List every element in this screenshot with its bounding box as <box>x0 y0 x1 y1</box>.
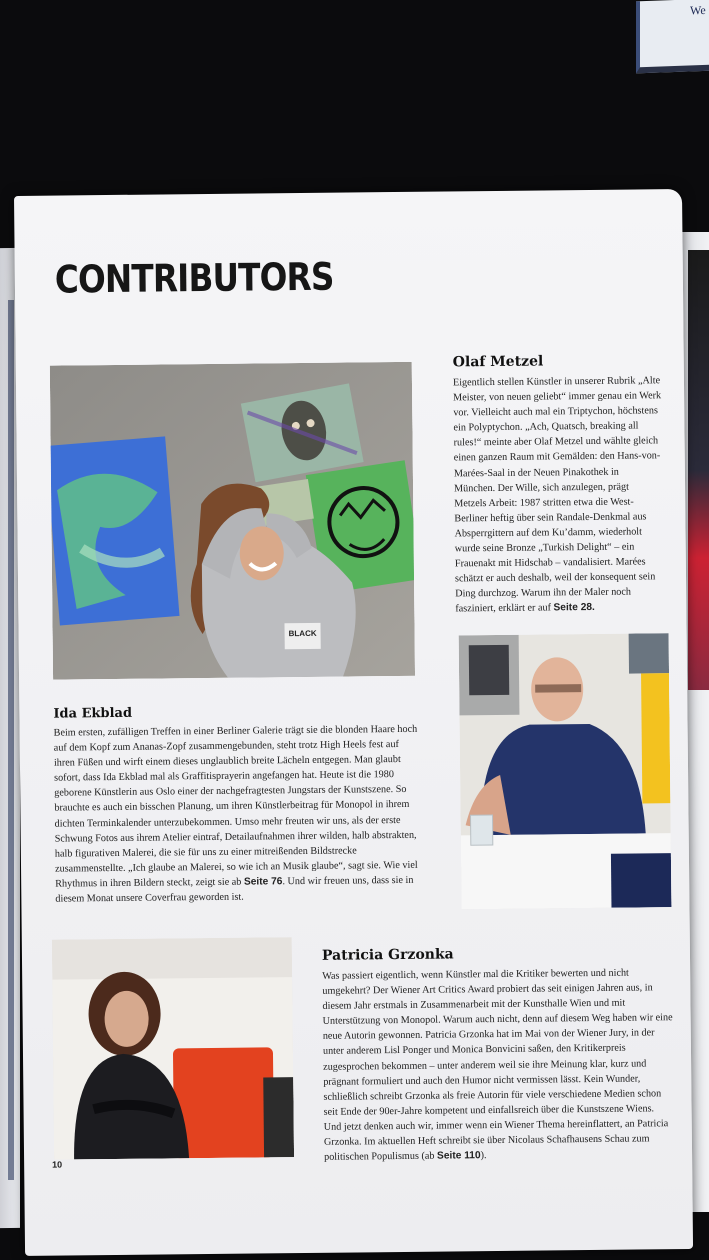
patricia-grzonka-photo-art <box>52 937 294 1160</box>
page-number: 10 <box>52 1159 63 1170</box>
contributor-name-ida-ekblad: Ida Ekblad <box>53 705 133 722</box>
page-reference-ida: Seite 76 <box>243 876 283 888</box>
ida-ekblad-photo <box>50 362 415 680</box>
bio-text: Was passiert eigentlich, wenn Künstler mal die Kritiker bewerten und nicht umgekehrt? Der Wiener Art Critics Award probiert das seit einigen Jahren aus, in diesem Jahr erstmals in Zusammenarbeit mit der Kunsthalle Wien und mit Unterstützung von Monopol. Warum auch nicht, denn auf diesem Weg haben wir eine neue Autorin gewonnen. Patricia Grzonka hat im Mai von der Wiener Jury, in der unter anderem Lisl Ponger und Monica Bonvicini saßen, den Kritikerpreis zugesprochen bekommen – unter anderem weil sie ihre Meinung klar, kurz und prägnant formuliert und auch den Humor nicht vermissen lässt. Kein Wunder, schließlich schreibt Grzonka als freie Autorin für viele verschiedene Medien schon seit Ende der 90er-Jahre kompetent und einfallsreich über die Kunstszene Wiens. Und jetzt denken auch wir, immer wenn ein Wiener Thema hereinflattert, an Patricia Grzonka. Im aktuellen Heft schreibt sie über Nicolaus Schafhausens Schau zum politischen Populismus (ab <box>322 967 673 1163</box>
contributor-name-olaf-metzel: Olaf Metzel <box>452 353 544 371</box>
bio-text-after: ). <box>480 1150 487 1162</box>
bio-text: Eigentlich stellen Künstler in unserer Rubrik „Alte Meister, von neuen geliebt“ immer genau ein Werk vor. Vielleicht auch mal ein Triptychon, höchstens ein Polyptychon. „Ach, Quatsch, breaking all rules!“ meinte aber Olaf Metzel und wählte gleich einen ganzen Raum mit Gemälden: den Hans-von-Marées-Saal in der Neuen Pinakothek in München. Der Wille, sich anzulegen, prägt Metzels Arbeit: 1987 stritten etwa die West-Berliner heftig über sein Randale-Denkmal aus Absperrgittern auf dem Ku’damm, wiederholt wurde seine Bronze „Turkish Delight“ – ein Frauenakt mit Hidschab – vandalisiert. Marées schätzt er auch deshalb, weil der konsequent sein Ding durchzog. Warum ihn der Maler noch fasziniert, erklärt er auf <box>452 375 662 615</box>
olaf-metzel-photo <box>459 633 672 909</box>
page-reference-patricia: Seite 110 <box>436 1150 481 1162</box>
bio-text: Beim ersten, zufälligen Treffen in einer Berliner Galerie trägt sie die blonden Haare hoch auf dem Kopf zum Ananas-Zopf zusammengebunden, steht trotz High Heels fest auf ihren Füßen und wirft einem dieses unglaublich breite Lächeln entgegen. Man glaubt sofort, dass Ida Ekblad mal als Graffitisprayerin angefangen hat. Heute ist die 1980 geborene Künstlerin aus Oslo einer der nachgefragtesten Jungstars der Kunstszene. So brauchte es auch ein bisschen Planung, um ihren Künstlerbeitrag für Monopol in ihrem dichten Terminkalender unterzubekommen. Umso mehr freuten wir uns, als der erste Schwung Fotos aus ihrem Atelier eintraf, Detailaufnahmen ihrer wilden, halb abstrakten, halb figurativen Malerei, die sie für uns zu einer mitreißenden Bildstrecke zusammenstellte. „Ich glaube an Malerei, so wie ich an Musik glaube“, sagt sie. Wie viel Rhythmus in ihren Bildern steckt, zeigt sie ab <box>53 723 418 890</box>
olaf-metzel-photo-art <box>459 633 672 909</box>
contributor-bio-olaf-metzel <box>453 373 664 617</box>
neighbour-page-right-image <box>688 250 709 690</box>
page-reference-olaf: Seite 28. <box>553 602 595 614</box>
ida-sweatshirt-print: BLACK <box>288 628 317 639</box>
contributor-bio-patricia-grzonka <box>322 965 674 1165</box>
magazine-page <box>14 189 693 1256</box>
neighbour-page-left-edge <box>8 300 14 1180</box>
book-title-fragment: We <box>690 2 706 18</box>
bio-text-after: . Und wir freuen uns, dass sie in diesem Monat unsere Coverfrau geworden ist. <box>55 874 414 905</box>
ida-ekblad-photo-art <box>50 362 415 680</box>
contributor-bio-ida-ekblad <box>54 722 421 907</box>
background-book <box>636 0 709 73</box>
contributor-name-patricia-grzonka: Patricia Grzonka <box>321 946 454 964</box>
page-title: CONTRIBUTORS <box>54 254 334 302</box>
patricia-grzonka-photo <box>52 937 294 1160</box>
